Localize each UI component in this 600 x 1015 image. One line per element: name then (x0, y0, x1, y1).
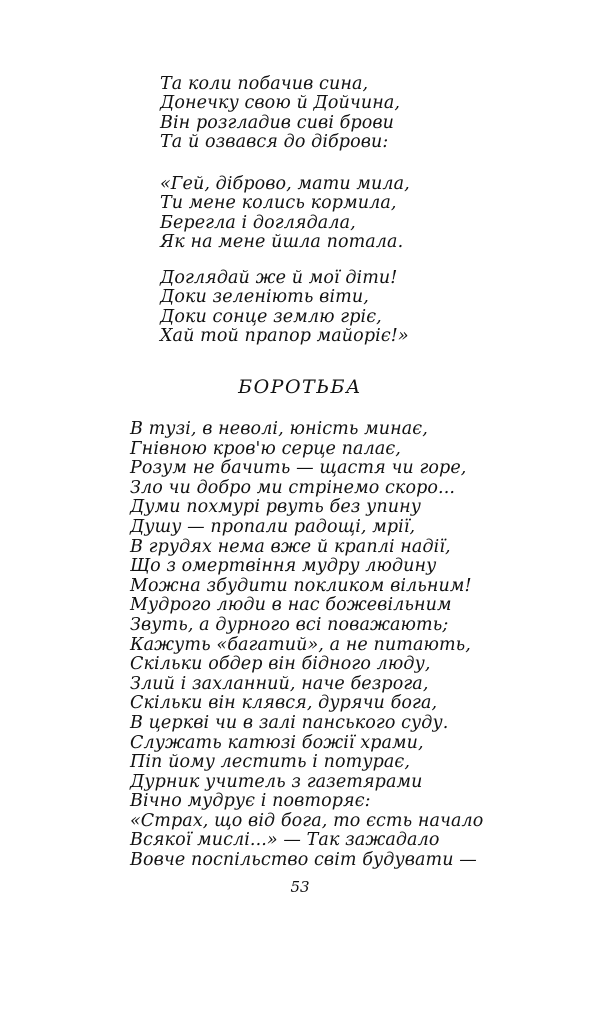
verse-line: В церкві чи в залі панського суду. (130, 712, 449, 733)
verse-line: Він розгладив сиві брови (160, 112, 395, 133)
verse-line: Кажуть «багатий», а не питають, (130, 634, 471, 655)
verse-line: Хай той прапор майоріє!» (160, 325, 409, 346)
verse-line: Та й озвався до діброви: (160, 131, 389, 152)
verse-line: Звуть, а дурного всі поважають; (130, 614, 449, 635)
verse-line: Дурник учитель з газетярами (130, 771, 423, 792)
verse-line: Скільки він клявся, дурячи бога, (130, 693, 438, 714)
verse-line: Душу — пропали радощі, мрії, (130, 516, 416, 537)
verse-line: Зло чи добро ми стрінемо скоро... (130, 477, 456, 498)
verse-line: Доки сонце землю гріє, (160, 306, 382, 327)
stanza (160, 269, 409, 346)
verse-line: Всякої мислі...» — Так зажадало (130, 830, 440, 851)
verse-line: Гнівною кров'ю серце палає, (130, 438, 401, 459)
verse-line: Думи похмурі рвуть без упину (130, 497, 421, 518)
stanza (160, 175, 410, 252)
verse-line: «Гей, діброво, мати мила, (160, 174, 410, 194)
verse-line: Скільки обдер він бідного люду, (130, 654, 431, 675)
verse-line: Піп йому лестить і потурає, (130, 752, 410, 773)
verse-line: «Страх, що від бога, то єсть начало (130, 810, 484, 831)
verse-line: Вічно мудрує і повторяє: (130, 791, 371, 812)
verse-line: Берегла і доглядала, (160, 212, 356, 233)
verse-line: Донечку свою й Дойчина, (160, 93, 401, 114)
verse-line: В тузі, в неволі, юність минає, (130, 419, 428, 439)
verse-line: Що з омертвіння мудру людину (130, 556, 437, 577)
verse-line: Як на мене йшла потала. (160, 231, 404, 252)
verse-line: Доки зеленіють віти, (160, 287, 369, 308)
verse-line: В грудях нема вже й краплі надії, (130, 536, 451, 557)
verse-line: Служать катюзі божії храми, (130, 732, 424, 753)
verse-line: Вовче поспільство світ будувати — (130, 850, 477, 871)
page-number: 53 (290, 878, 310, 896)
verse-line: Мудрого люди в нас божевільним (130, 595, 452, 616)
verse-line: Ти мене колись кормила, (160, 193, 397, 214)
poem-title: БОРОТЬБА (238, 376, 362, 398)
verse-line: Можна збудити покликом вільним! (130, 575, 472, 596)
verse-line: Та коли побачив сина, (160, 74, 369, 94)
stanza (160, 75, 400, 152)
poem-body (130, 420, 483, 871)
verse-line: Доглядай же й мої діти! (160, 268, 398, 288)
verse-line: Розум не бачить — щастя чи горе, (130, 458, 467, 479)
verse-line: Злий і захланний, наче безрога, (130, 673, 429, 694)
